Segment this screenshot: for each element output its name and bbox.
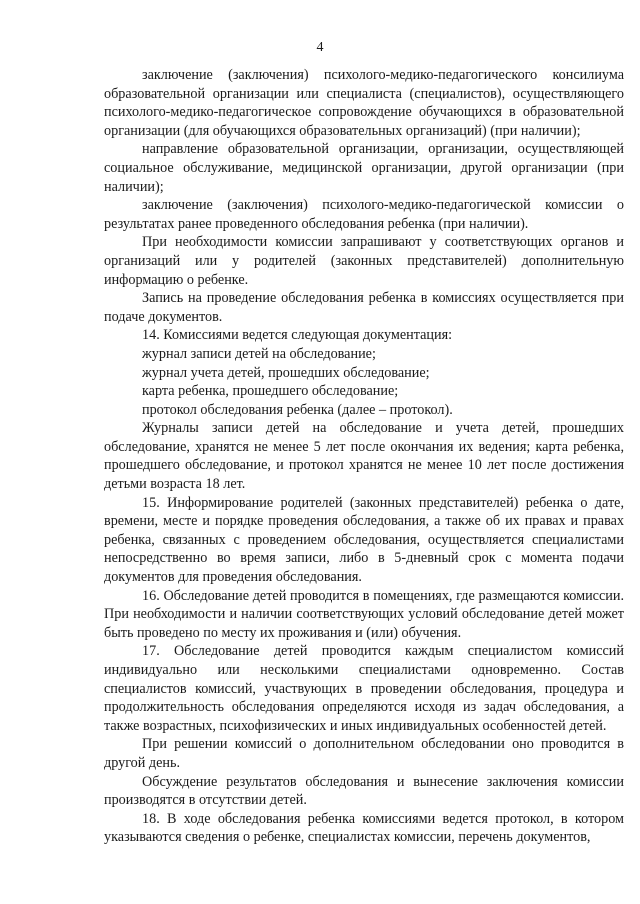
paragraph: 17. Обследование детей проводится каждым специалистом комиссий индивидуально или несколькими специалистами одновременно. Состав специалистов комиссий, участвующих в проведении обследования, процедура и продолжительность обследования определяются исходя из задач обследования, а также возрастных, психофизических и иных индивидуальных особенностей детей.	[104, 643, 624, 734]
paragraph: 15. Информирование родителей (законных представителей) ребенка о дате, времени, месте и порядке проведения обследования, а также об их правах и правах ребенка, связанных с проведением обследования, осуществляется специалистами непосредственно во время записи, либо в 5-дневный срок с момента подачи документов для проведения обследования.	[104, 494, 624, 586]
document-text	[104, 66, 624, 847]
paragraph: Журналы записи детей на обследование и учета детей, прошедших обследование, хранятся не менее 5 лет после окончания их ведения; карта ребенка, прошедшего обследование, и протокол хранятся не менее 10 лет после достижения детьми возраста 18 лет.	[104, 420, 624, 493]
paragraph: заключение (заключения) психолого-медико-педагогической комиссии о результатах ранее проведенного обследования ребенка (при наличии).	[104, 197, 624, 232]
list-item: протокол обследования ребенка (далее – протокол).	[142, 401, 453, 418]
paragraph: заключение (заключения) психолого-медико-педагогического консилиума образовательной организации или специалиста (специалистов), осуществляющего психолого-медико-педагогическое сопровождение обучающихся в образовательной организации (для обучающихся образовательных организаций) (при наличии);	[104, 67, 624, 139]
paragraph: При решении комиссий о дополнительном обследовании оно проводится в другой день.	[104, 736, 624, 771]
page-number: 4	[316, 40, 324, 55]
paragraph: 16. Обследование детей проводится в помещениях, где размещаются комиссии. При необходимости и наличии соответствующих условий обследование детей может быть проведено по месту их проживания и (или) обучения.	[104, 587, 624, 641]
list-item: карта ребенка, прошедшего обследование;	[142, 383, 399, 400]
paragraph: При необходимости комиссии запрашивают у соответствующих органов и организаций или у родителей (законных представителей) дополнительную информацию о ребенке.	[104, 234, 624, 288]
paragraph: 14. Комиссиями ведется следующая документация:	[142, 327, 453, 344]
paragraph: Обсуждение результатов обследования и вынесение заключения комиссии производятся в отсутствии детей.	[104, 773, 624, 809]
list-item: журнал учета детей, прошедших обследование;	[142, 364, 430, 381]
paragraph: направление образовательной организации, организации, осуществляющей социальное обслуживание, медицинской организации, другой организации (при наличии);	[104, 141, 624, 195]
paragraph: 18. В ходе обследования ребенка комиссиями ведется протокол, в котором указываются сведения о ребенке, специалистах комиссии, перечень документов,	[104, 810, 624, 846]
list-item: журнал записи детей на обследование;	[142, 345, 376, 362]
paragraph: Запись на проведение обследования ребенка в комиссиях осуществляется при подаче документов.	[104, 290, 624, 325]
